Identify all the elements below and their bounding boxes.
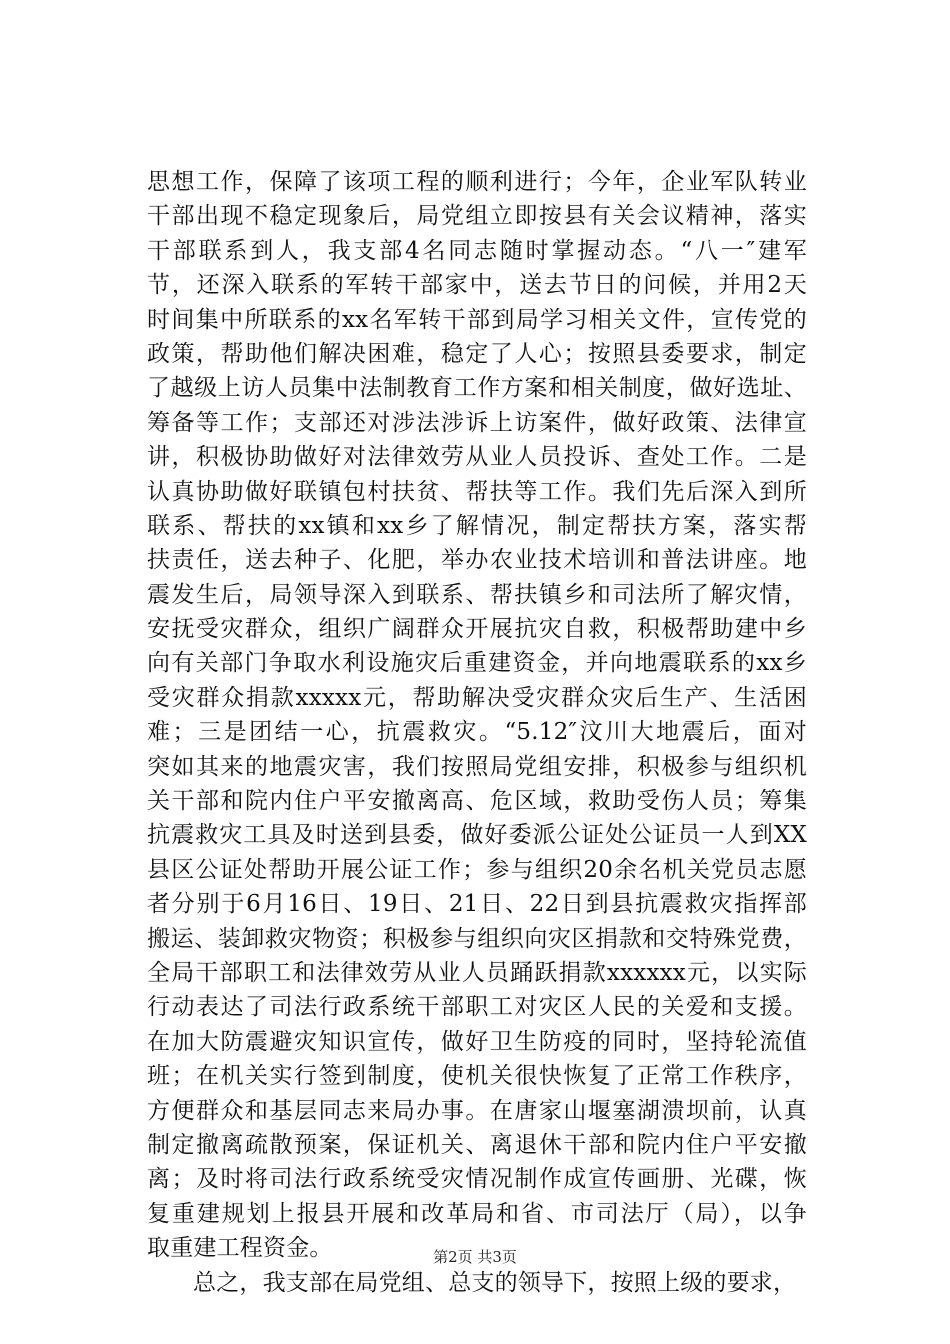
text-line: 政策，帮助他们解决困难，稳定了人心；按照县委要求，制定 [147, 340, 807, 367]
paragraph-end-line: 取重建工程资金。 [147, 1235, 333, 1262]
text-line: 突如其来的地震灾害，我们按照局党组安排，积极参与组织机 [147, 753, 807, 780]
text-line: 了越级上访人员集中法制教育工作方案和相关制度，做好选址、 [147, 375, 807, 402]
text-line: 县区公证处帮助开展公证工作；参与组织20余名机关党员志愿 [147, 856, 807, 883]
text-line: 时间集中所联系的xx名军转干部到局学习相关文件，宣传党的 [147, 306, 807, 333]
text-line: 认真协助做好联镇包村扶贫、帮扶等工作。我们先后深入到所 [147, 478, 807, 505]
text-line: 联系、帮扶的xx镇和xx乡了解情况，制定帮扶方案，落实帮 [147, 512, 807, 539]
text-line: 关干部和院内住户平安撤离高、危区域，救助受伤人员；筹集 [147, 788, 807, 815]
text-line: 在加大防震避灾知识宣传，做好卫生防疫的同时，坚持轮流值 [147, 1028, 807, 1055]
text-line: 难；三是团结一心，抗震救灾。“5.12″汶川大地震后，面对 [147, 719, 807, 746]
text-line: 方便群众和基层同志来局办事。在唐家山堰塞湖溃坝前，认真 [147, 1097, 807, 1124]
text-line: 复重建规划上报县开展和改革局和省、市司法厅（局），以争 [147, 1200, 807, 1227]
text-line: 安抚受灾群众，组织广阔群众开展抗灾自救，积极帮助建中乡 [147, 616, 807, 643]
text-line: 班；在机关实行签到制度，使机关很快恢复了正常工作秩序， [147, 1063, 807, 1090]
text-line: 思想工作，保障了该项工程的顺利进行；今年，企业军队转业 [147, 169, 807, 195]
paragraph-start-line: 总之，我支部在局党组、总支的领导下，按照上级的要求， [193, 1269, 797, 1296]
text-line: 向有关部门争取水利设施灾后重建资金，并向地震联系的xx乡 [147, 650, 807, 677]
text-line: 抗震救灾工具及时送到县委，做好委派公证处公证员一人到XX [147, 822, 807, 849]
text-line: 震发生后，局领导深入到联系、帮扶镇乡和司法所了解灾情， [147, 581, 807, 608]
text-line: 行动表达了司法行政系统干部职工对灾区人民的关爱和支援。 [147, 994, 807, 1021]
text-line: 干部出现不稳定现象后，局党组立即按县有关会议精神，落实 [147, 203, 807, 230]
text-line: 全局干部职工和法律效劳从业人员踊跃捐款xxxxxx元，以实际 [147, 959, 807, 986]
text-line: 扶责任，送去种子、化肥，举办农业技术培训和普法讲座。地 [147, 547, 807, 574]
text-line: 讲，积极协助做好对法律效劳从业人员投诉、查处工作。二是 [147, 444, 807, 471]
text-line: 者分别于6月16日、19日、21日、22日到县抗震救灾指挥部 [147, 891, 807, 918]
text-line: 受灾群众捐款xxxxx元，帮助解决受灾群众灾后生产、生活困 [147, 684, 807, 711]
page-footer: 第2页 共3页 [433, 1248, 517, 1266]
text-line: 节，还深入联系的军转干部家中，送去节日的问候，并用2天 [147, 272, 807, 299]
text-line: 干部联系到人，我支部4名同志随时掌握动态。“八一″建军 [147, 237, 807, 264]
text-line: 制定撤离疏散预案，保证机关、离退休干部和院内住户平安撤 [147, 1131, 807, 1158]
text-line: 离；及时将司法行政系统受灾情况制作成宣传画册、光碟，恢 [147, 1166, 807, 1193]
text-line: 筹备等工作；支部还对涉法涉诉上访案件，做好政策、法律宣 [147, 409, 807, 436]
body-text [147, 165, 807, 1300]
text-line: 搬运、装卸救灾物资；积极参与组织向灾区捐款和交特殊党费， [147, 925, 807, 952]
